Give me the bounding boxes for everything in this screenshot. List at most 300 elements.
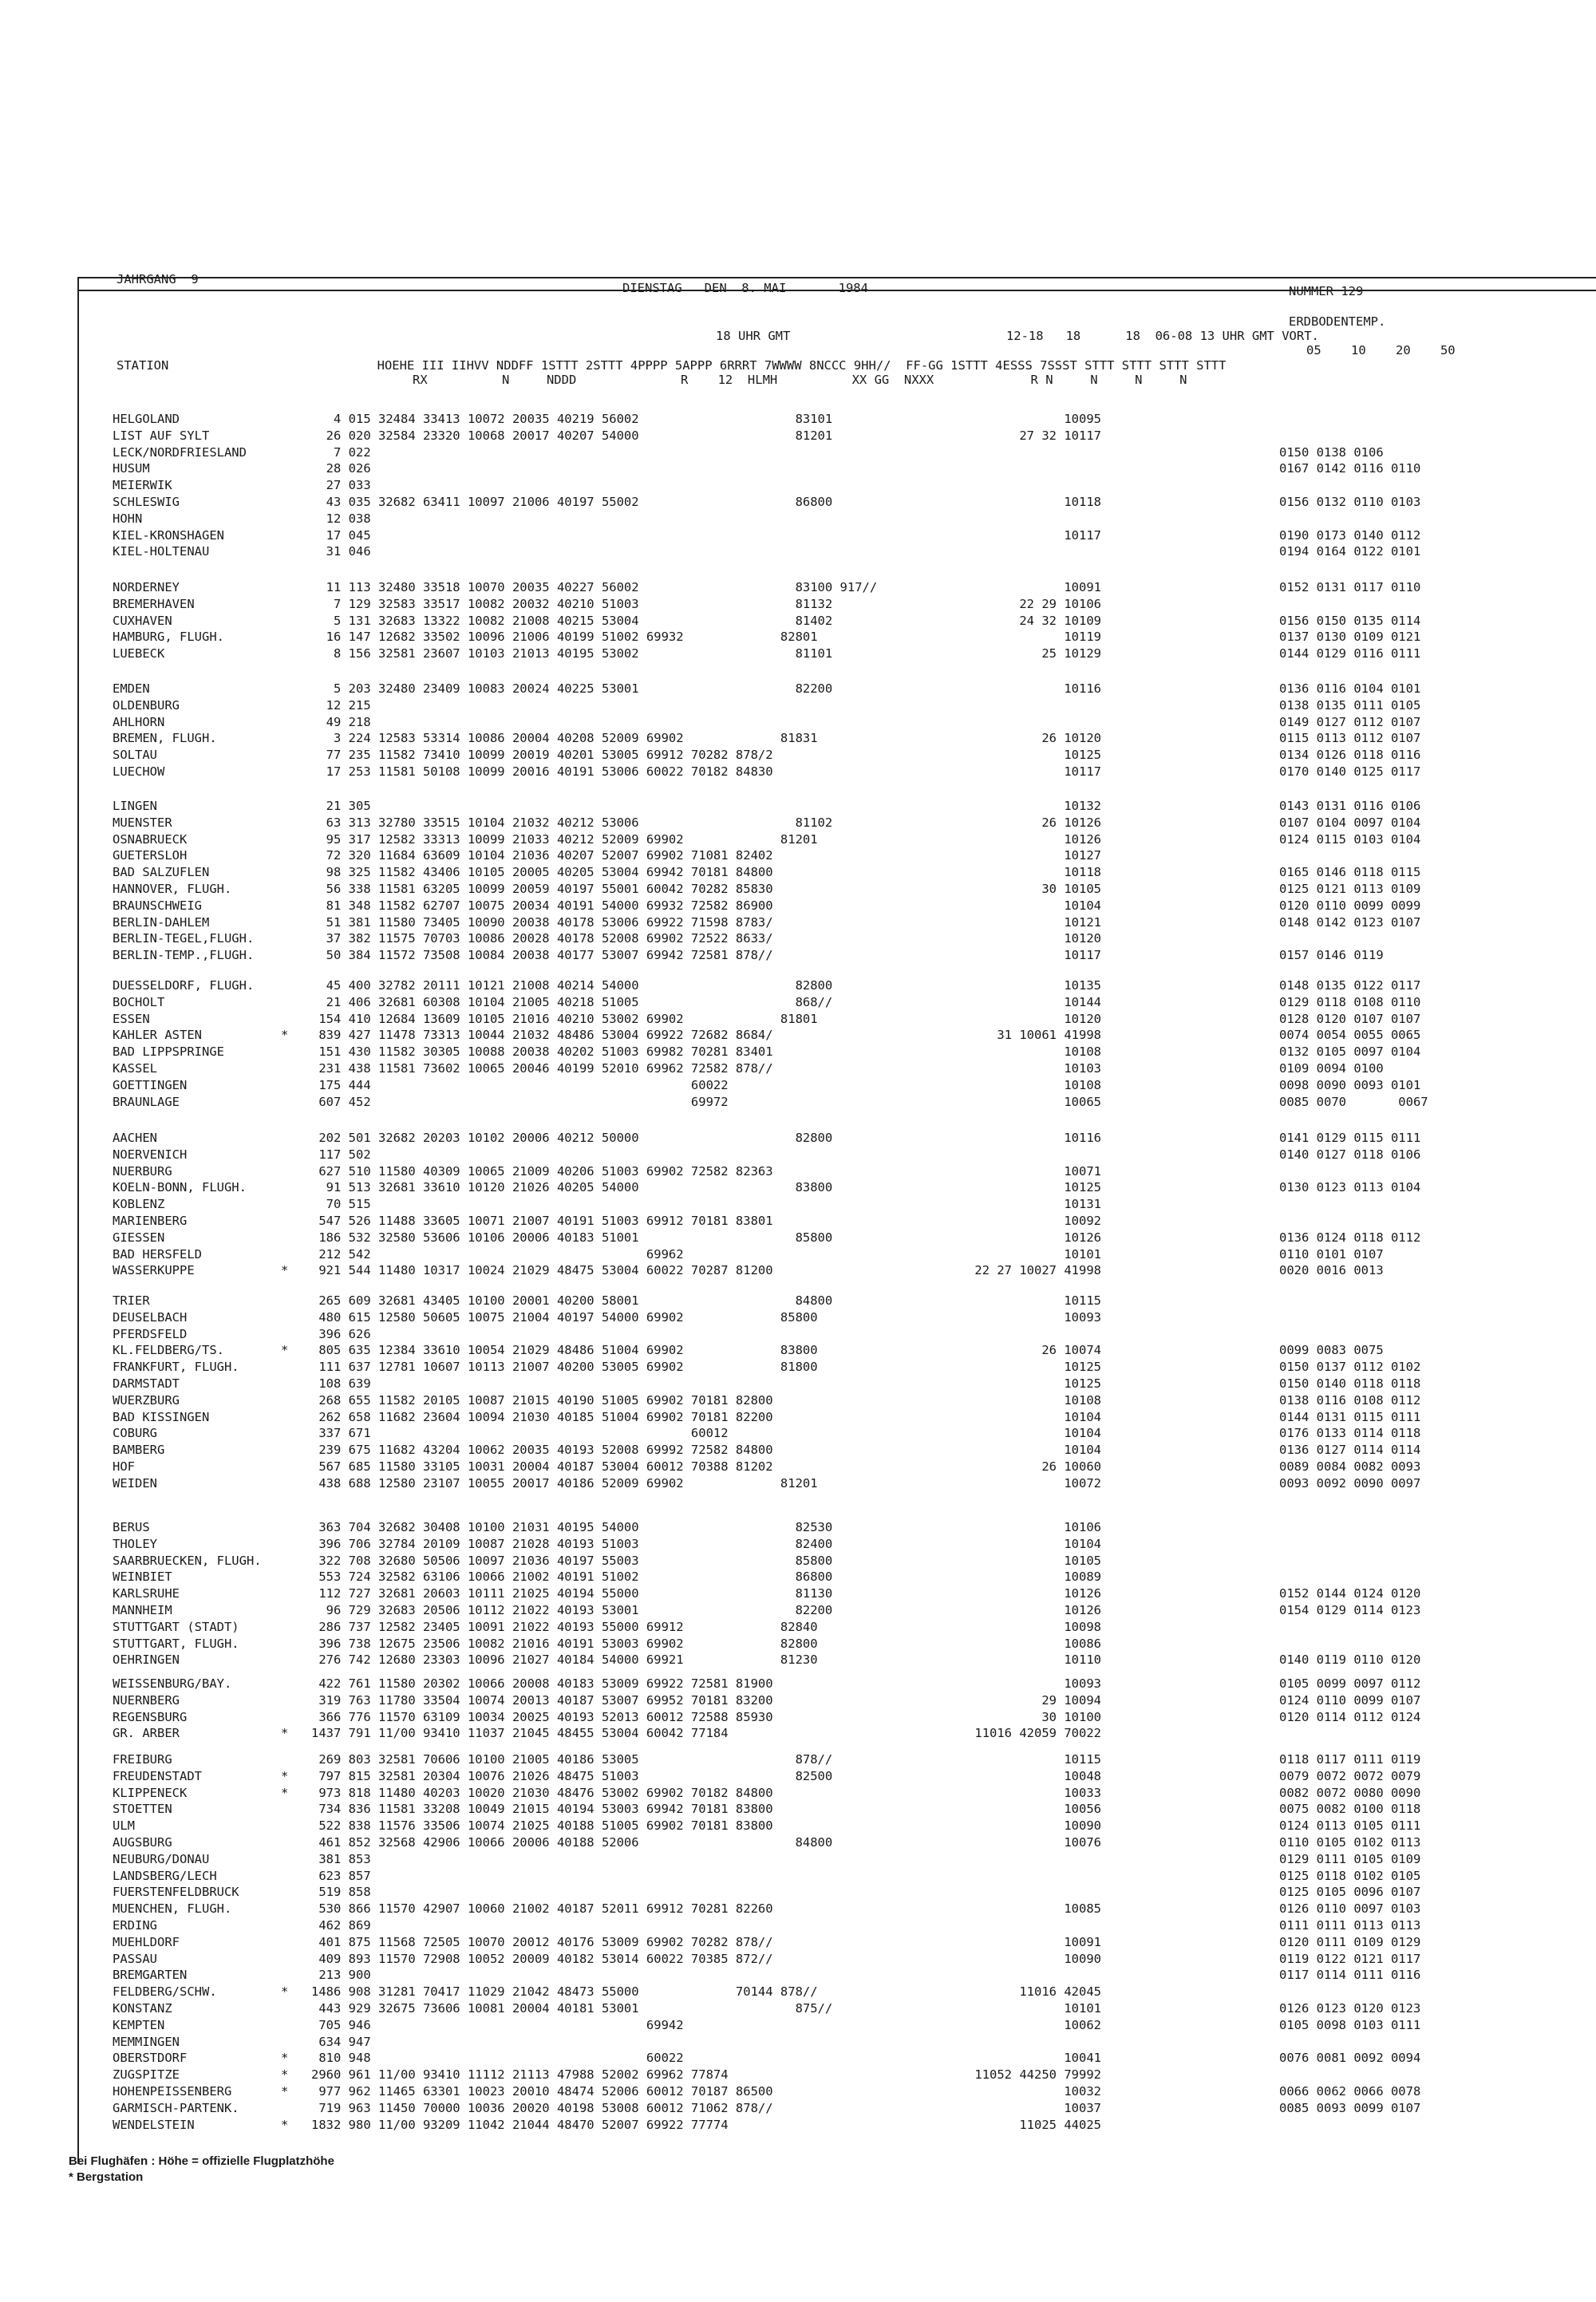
soil-temperature: 0150 0138 0106 [1279, 444, 1384, 460]
station-extra-values: 10120 [1064, 931, 1101, 946]
station-observation: 186 532 32580 53606 10106 20006 40183 51001 85800 [311, 1230, 833, 1245]
station-observation: 401 875 11568 72505 10070 20012 40176 53009 69902 70282 878// [311, 1934, 773, 1949]
station-observation: 16 147 12682 33502 10096 21006 40199 51002 69932 82801 [311, 630, 818, 645]
station-extra-values: 10041 [1064, 2051, 1101, 2066]
station-observation: 461 852 32568 42906 10066 20006 40188 52006 84800 [311, 1835, 833, 1850]
footnote-airports: Bei Flughäfen : Höhe = offizielle Flugplatzhöhe [69, 2154, 334, 2168]
station-observation: 480 615 12580 50605 10075 21004 40197 54000 69902 85800 [311, 1309, 818, 1325]
station-extra-values: 10065 [1064, 1094, 1101, 1109]
station-extra-values: 10062 [1064, 2017, 1101, 2032]
station-observation: 269 803 32581 70606 10100 21005 40186 53005 878// [311, 1752, 833, 1767]
station-extra-values: 10093 [1064, 1676, 1101, 1691]
station-extra-values: 10117 [1064, 764, 1101, 779]
station-name: MEMMINGEN [113, 2034, 180, 2049]
soil-temperature: 0115 0113 0112 0107 [1279, 731, 1421, 746]
station-extra-values: 10056 [1064, 1802, 1101, 1817]
station-name: BAMBERG [113, 1443, 165, 1458]
station-extra-values: 10108 [1064, 1077, 1101, 1092]
station-extra-values: 10072 [1064, 1475, 1101, 1491]
mountain-station-marker: * [281, 1984, 289, 2000]
station-name: HOHENPEISSENBERG [113, 2084, 232, 2099]
station-name: BREMERHAVEN [113, 596, 195, 611]
station-observation: 151 430 11582 30305 10088 20038 40202 51003 69982 70281 83401 [311, 1044, 773, 1060]
station-observation: 2960 961 11/00 93410 11112 21113 47988 52002 69962 77874 [311, 2067, 729, 2083]
soil-temperature: 0082 0072 0080 0090 [1279, 1785, 1421, 1800]
column-subcodes-row: RX N NDDD R 12 HLMH XX GG NXXX R N N N N [413, 373, 1187, 387]
soil-temp-title: ERDBODENTEMP. [1289, 314, 1386, 329]
station-name: STOETTEN [113, 1802, 172, 1817]
volume-label: JAHRGANG 9 [117, 272, 199, 286]
station-name: BERUS [113, 1520, 150, 1534]
station-observation: 530 866 11570 42907 10060 21002 40187 52011 69912 70281 82260 [311, 1901, 773, 1917]
station-extra-values: 10104 [1064, 1443, 1101, 1458]
station-observation: 462 869 [311, 1918, 371, 1933]
station-observation: 45 400 32782 20111 10121 21008 40214 54000 82800 [311, 978, 833, 993]
date-label: DIENSTAG DEN 8. MAI 1984 [622, 281, 868, 295]
station-observation: 268 655 11582 20105 10087 21015 40190 51005 69902 70181 82800 [311, 1392, 773, 1408]
station-observation: 396 738 12675 23506 10082 21016 40191 53003 69902 82800 [311, 1636, 818, 1651]
station-name: AUGSBURG [113, 1835, 172, 1850]
station-extra-values: 10091 [1064, 580, 1101, 594]
station-observation: 175 444 60022 [311, 1077, 729, 1092]
station-observation: 3 224 12583 53314 10086 20004 40208 52009 69902 81831 [311, 731, 818, 746]
station-extra-values: 10119 [1064, 630, 1101, 645]
station-name: KLIPPENECK [113, 1785, 188, 1800]
station-extra-values: 10135 [1064, 978, 1101, 993]
station-name: BAD SALZUFLEN [113, 865, 210, 880]
mountain-station-marker: * [281, 2067, 289, 2083]
station-name: MUENCHEN, FLUGH. [113, 1901, 232, 1917]
station-name: BRAUNLAGE [113, 1094, 180, 1109]
soil-temperature: 0136 0116 0104 0101 [1279, 681, 1421, 696]
station-observation: 4 015 32484 33413 10072 20035 40219 56002 83101 [311, 412, 833, 426]
station-observation: 91 513 32681 33610 10120 21026 40205 54000 83800 [311, 1180, 833, 1195]
station-name: FREIBURG [113, 1752, 172, 1767]
station-name: KL.FELDBERG/TS. [113, 1343, 224, 1358]
station-observation: 522 838 11576 33506 10074 21025 40188 51005 69902 70181 83800 [311, 1818, 773, 1834]
station-name: MUENSTER [113, 815, 172, 830]
station-observation: 21 305 [311, 799, 371, 813]
station-observation: 1486 908 31281 70417 11029 21042 48473 55000 70144 878// [311, 1984, 818, 2000]
station-name: ZUGSPITZE [113, 2067, 180, 2083]
station-name: OEHRINGEN [113, 1652, 180, 1668]
station-extra-values: 10098 [1064, 1619, 1101, 1634]
soil-temperature: 0144 0131 0115 0111 [1279, 1409, 1421, 1424]
mountain-station-marker: * [281, 1768, 289, 1783]
soil-temperature: 0140 0119 0110 0120 [1279, 1652, 1421, 1668]
station-extra-values: 11052 44250 79992 [974, 2067, 1101, 2083]
station-name: KASSEL [113, 1061, 157, 1076]
station-observation: 77 235 11582 73410 10099 20019 40201 53005 69912 70282 878/2 [311, 748, 773, 763]
station-name: PFERDSFELD [113, 1326, 188, 1341]
soil-temperature: 0190 0173 0140 0112 [1279, 527, 1421, 543]
station-extra-values: 10132 [1064, 799, 1101, 813]
station-extra-values: 10115 [1064, 1752, 1101, 1767]
station-extra-values: 10101 [1064, 2001, 1101, 2016]
station-extra-values: 25 10129 [1041, 646, 1101, 661]
soil-temperature: 0085 0093 0099 0107 [1279, 2100, 1421, 2115]
station-name: OBERSTDORF [113, 2051, 188, 2066]
soil-temperature: 0141 0129 0115 0111 [1279, 1131, 1421, 1145]
soil-temperature: 0134 0126 0118 0116 [1279, 748, 1421, 763]
station-name: MUEHLDORF [113, 1934, 180, 1949]
station-observation: 213 900 [311, 1968, 371, 1983]
station-name: GIESSEN [113, 1230, 165, 1245]
station-name: OSNABRUECK [113, 831, 188, 847]
station-observation: 839 427 11478 73313 10044 21032 48486 53004 69922 72682 8684/ [311, 1028, 773, 1043]
station-extra-values: 10104 [1064, 898, 1101, 913]
station-name: HANNOVER, FLUGH. [113, 882, 232, 896]
station-name: ERDING [113, 1918, 157, 1933]
station-extra-values: 10089 [1064, 1570, 1101, 1585]
station-name: WEISSENBURG/BAY. [113, 1676, 232, 1691]
soil-temperature: 0170 0140 0125 0117 [1279, 764, 1421, 779]
station-name: AACHEN [113, 1131, 157, 1145]
station-extra-values: 10090 [1064, 1951, 1101, 1966]
station-extra-values: 10076 [1064, 1835, 1101, 1850]
station-observation: 973 818 11480 40203 10020 21030 48476 53002 69902 70182 84800 [311, 1785, 773, 1800]
station-extra-values: 10105 [1064, 1553, 1101, 1568]
station-name: BOCHOLT [113, 994, 165, 1009]
station-extra-values: 26 10126 [1041, 815, 1101, 830]
mountain-station-marker: * [281, 1263, 289, 1278]
station-extra-values: 10110 [1064, 1652, 1101, 1668]
soil-temperature: 0110 0101 0107 [1279, 1246, 1384, 1262]
soil-temperature: 0130 0123 0113 0104 [1279, 1180, 1421, 1195]
station-extra-values: 24 32 10109 [1019, 613, 1101, 628]
station-observation: 21 406 32681 60308 10104 21005 40218 51005 868// [311, 994, 833, 1009]
station-extra-values: 10116 [1064, 1131, 1101, 1145]
station-extra-values: 26 10060 [1041, 1459, 1101, 1474]
soil-temperature: 0076 0081 0092 0094 [1279, 2051, 1421, 2066]
station-observation: 921 544 11480 10317 10024 21029 48475 53004 60022 70287 81200 [311, 1263, 773, 1278]
station-name: WEIDEN [113, 1475, 157, 1491]
soil-temperature: 0138 0116 0108 0112 [1279, 1392, 1421, 1408]
station-observation: 443 929 32675 73606 10081 20004 40181 53001 875// [311, 2001, 833, 2016]
station-name: FREUDENSTADT [113, 1768, 202, 1783]
soil-temperature: 0098 0090 0093 0101 [1279, 1077, 1421, 1092]
station-name: FUERSTENFELDBRUCK [113, 1885, 239, 1900]
station-name: STUTTGART (STADT) [113, 1619, 239, 1634]
station-name: LECK/NORDFRIESLAND [113, 444, 247, 460]
soil-temperature: 0194 0164 0122 0101 [1279, 544, 1421, 559]
station-extra-values: 10048 [1064, 1768, 1101, 1783]
station-observation: 239 675 11682 43204 10062 20035 40193 52008 69992 72582 84800 [311, 1443, 773, 1458]
station-observation: 108 639 [311, 1376, 371, 1391]
station-name: OLDENBURG [113, 697, 180, 713]
soil-temperature: 0137 0130 0109 0121 [1279, 630, 1421, 645]
station-observation: 438 688 12580 23107 10055 20017 40186 52009 69902 81201 [311, 1475, 818, 1491]
station-name: WEINBIET [113, 1570, 172, 1585]
station-name: HOHN [113, 511, 143, 526]
station-name: REGENSBURG [113, 1709, 188, 1724]
soil-temperature: 0120 0110 0099 0099 [1279, 898, 1421, 913]
station-extra-values: 10095 [1064, 412, 1101, 426]
station-name: BAD LIPPSPRINGE [113, 1044, 224, 1060]
station-name: GOETTINGEN [113, 1077, 188, 1092]
station-observation: 117 502 [311, 1147, 371, 1162]
station-name: GARMISCH-PARTENK. [113, 2100, 239, 2115]
soil-temperature: 0109 0094 0100 [1279, 1061, 1384, 1076]
station-observation: 8 156 32581 23607 10103 21013 40195 53002 81101 [311, 646, 833, 661]
soil-temperature: 0126 0123 0120 0123 [1279, 2001, 1421, 2016]
station-extra-values: 10125 [1064, 748, 1101, 763]
soil-temperature: 0117 0114 0111 0116 [1279, 1968, 1421, 1983]
station-observation: 396 626 [311, 1326, 371, 1341]
station-observation: 265 609 32681 43405 10100 20001 40200 58001 84800 [311, 1293, 833, 1308]
station-name: ESSEN [113, 1011, 150, 1026]
station-name: SOLTAU [113, 748, 157, 763]
soil-temperature: 0118 0117 0111 0119 [1279, 1752, 1421, 1767]
station-observation: 5 203 32480 23409 10083 20024 40225 53001 82200 [311, 681, 833, 696]
station-extra-values: 26 10120 [1041, 731, 1101, 746]
station-name: BRAUNSCHWEIG [113, 898, 202, 913]
station-extra-values: 10032 [1064, 2084, 1101, 2099]
soil-temperature: 0129 0111 0105 0109 [1279, 1851, 1421, 1866]
station-observation: 51 381 11580 73405 10090 20038 40178 53006 69922 71598 8783/ [311, 914, 773, 930]
station-name: BREMGARTEN [113, 1968, 188, 1983]
station-observation: 627 510 11580 40309 10065 21009 40206 51003 69902 72582 82363 [311, 1163, 773, 1179]
station-observation: 337 671 60012 [311, 1426, 729, 1441]
soil-temperature: 0154 0129 0114 0123 [1279, 1603, 1421, 1617]
station-observation: 805 635 12384 33610 10054 21029 48486 51004 69902 83800 [311, 1343, 818, 1358]
soil-temperature: 0126 0110 0097 0103 [1279, 1901, 1421, 1917]
station-name: MARIENBERG [113, 1214, 188, 1228]
station-observation: 63 313 32780 33515 10104 21032 40212 53006 81102 [311, 815, 833, 830]
station-extra-values: 10131 [1064, 1197, 1101, 1212]
station-extra-values: 27 32 10117 [1019, 428, 1101, 443]
soil-temperature: 0143 0131 0116 0106 [1279, 799, 1421, 813]
station-extra-values: 10126 [1064, 1230, 1101, 1245]
station-observation: 81 348 11582 62707 10075 20034 40191 54000 69932 72582 86900 [311, 898, 773, 913]
station-extra-values: 10108 [1064, 1044, 1101, 1060]
soil-temperature: 0107 0104 0097 0104 [1279, 815, 1421, 830]
station-name: SAARBRUECKEN, FLUGH. [113, 1553, 262, 1568]
station-name: DARMSTADT [113, 1376, 180, 1391]
station-extra-values: 10037 [1064, 2100, 1101, 2115]
station-extra-values: 10033 [1064, 1785, 1101, 1800]
column-codes-row: STATION HOEHE III IIHVV NDDFF 1STTT 2STTT 4PPPP 5APPP 6RRRT 7WWWW 8NCCC 9HH// FF-GG 1STTT 4ESSS 7SSST STTT STTT STTT STTT [117, 358, 1227, 373]
station-observation: 607 452 69972 [311, 1094, 729, 1109]
station-extra-values: 10117 [1064, 948, 1101, 963]
station-observation: 231 438 11581 73602 10065 20046 40199 52010 69962 72582 878// [311, 1061, 773, 1076]
station-extra-values: 10093 [1064, 1309, 1101, 1325]
station-observation: 70 515 [311, 1197, 371, 1212]
station-extra-values: 10104 [1064, 1426, 1101, 1441]
soil-temperature: 0020 0016 0013 [1279, 1263, 1384, 1278]
station-observation: 17 253 11581 50108 10099 20016 40191 53006 60022 70182 84830 [311, 764, 773, 779]
station-name: KONSTANZ [113, 2001, 172, 2016]
mountain-station-marker: * [281, 1726, 289, 1741]
station-name: WUERZBURG [113, 1392, 180, 1408]
soil-temperature: 0085 0070 0067 [1279, 1094, 1428, 1109]
soil-temperature: 0138 0135 0111 0105 [1279, 697, 1421, 713]
station-extra-values: 10126 [1064, 1603, 1101, 1617]
station-observation: 37 382 11575 70703 10086 20028 40178 52008 69902 72522 8633/ [311, 931, 773, 946]
soil-temperature: 0105 0099 0097 0112 [1279, 1676, 1421, 1691]
soil-temperature: 0176 0133 0114 0118 [1279, 1426, 1421, 1441]
station-observation: 28 026 [311, 461, 371, 476]
station-name: CUXHAVEN [113, 613, 172, 628]
soil-temperature: 0124 0115 0103 0104 [1279, 831, 1421, 847]
station-name: AHLHORN [113, 714, 165, 729]
station-observation: 262 658 11682 23604 10094 21030 40185 51004 69902 70181 82200 [311, 1409, 773, 1424]
soil-temperature: 0157 0146 0119 [1279, 948, 1384, 963]
station-name: NOERVENICH [113, 1147, 188, 1162]
station-name: SCHLESWIG [113, 495, 180, 509]
station-observation: 567 685 11580 33105 10031 20004 40187 53004 60012 70388 81202 [311, 1459, 773, 1474]
depth-row: 05 10 20 50 [1306, 343, 1456, 357]
station-observation: 96 729 32683 20506 10112 21022 40193 53001 82200 [311, 1603, 833, 1617]
station-observation: 634 947 [311, 2034, 371, 2049]
station-extra-values: 10071 [1064, 1163, 1101, 1179]
soil-temperature: 0167 0142 0116 0110 [1279, 461, 1421, 476]
station-observation: 111 637 12781 10607 10113 21007 40200 53005 69902 81800 [311, 1360, 818, 1375]
station-observation: 977 962 11465 63301 10023 20010 48474 52006 60012 70187 86500 [311, 2084, 773, 2099]
station-observation: 1437 791 11/00 93410 11037 21045 48455 53004 60042 77184 [311, 1726, 729, 1741]
station-observation: 154 410 12684 13609 10105 21016 40210 53002 69902 81801 [311, 1011, 818, 1026]
station-extra-values: 10115 [1064, 1293, 1101, 1308]
station-observation: 11 113 32480 33518 10070 20035 40227 56002 83100 917// [311, 580, 878, 594]
station-name: NUERNBERG [113, 1692, 180, 1708]
station-name: GR. ARBER [113, 1726, 180, 1741]
station-name: LUECHOW [113, 764, 165, 779]
soil-temperature: 0066 0062 0066 0078 [1279, 2084, 1421, 2099]
station-extra-values: 10118 [1064, 865, 1101, 880]
station-observation: 112 727 32681 20603 10111 21025 40194 55000 81130 [311, 1586, 833, 1601]
station-name: WENDELSTEIN [113, 2117, 195, 2132]
station-extra-values: 11016 42059 70022 [974, 1726, 1101, 1741]
soil-temperature: 0093 0092 0090 0097 [1279, 1475, 1421, 1491]
mountain-station-marker: * [281, 1028, 289, 1043]
mountain-station-marker: * [281, 2084, 289, 2099]
station-extra-values: 10116 [1064, 681, 1101, 696]
station-extra-values: 10125 [1064, 1360, 1101, 1375]
station-observation: 547 526 11488 33605 10071 21007 40191 51003 69912 70181 83801 [311, 1214, 773, 1228]
station-extra-values: 30 10100 [1041, 1709, 1101, 1724]
station-name: ULM [113, 1818, 135, 1834]
footnote-mountain: * Bergstation [69, 2170, 144, 2184]
station-observation: 1832 980 11/00 93209 11042 21044 48470 52007 69922 77774 [311, 2117, 729, 2132]
station-observation: 12 038 [311, 511, 371, 526]
station-name: KEMPTEN [113, 2017, 165, 2032]
station-extra-values: 26 10074 [1041, 1343, 1101, 1358]
station-extra-values: 10103 [1064, 1061, 1101, 1076]
soil-temperature: 0152 0131 0117 0110 [1279, 580, 1421, 594]
station-name: LIST AUF SYLT [113, 428, 210, 443]
soil-temperature: 0119 0122 0121 0117 [1279, 1951, 1421, 1966]
station-observation: 319 763 11780 33504 10074 20013 40187 53007 69952 70181 83200 [311, 1692, 773, 1708]
soil-temperature: 0149 0127 0112 0107 [1279, 714, 1421, 729]
soil-temperature: 0156 0150 0135 0114 [1279, 613, 1421, 628]
station-observation: 56 338 11581 63205 10099 20059 40197 55001 60042 70282 85830 [311, 882, 773, 896]
station-name: KIEL-KRONSHAGEN [113, 527, 224, 543]
station-extra-values: 10101 [1064, 1246, 1101, 1262]
station-name: LANDSBERG/LECH [113, 1868, 217, 1883]
station-name: MEIERWIK [113, 478, 172, 493]
station-observation: 409 893 11570 72908 10052 20009 40182 53014 60022 70385 872// [311, 1951, 773, 1966]
station-name: BAD HERSFELD [113, 1246, 202, 1262]
station-observation: 276 742 12680 23303 10096 21027 40184 54000 69921 81230 [311, 1652, 818, 1668]
station-observation: 381 853 [311, 1851, 371, 1866]
station-observation: 5 131 32683 13322 10082 21008 40215 53004 81402 [311, 613, 833, 628]
soil-temperature: 0105 0098 0103 0111 [1279, 2017, 1421, 2032]
soil-temperature: 0099 0083 0075 [1279, 1343, 1384, 1358]
soil-temperature: 0148 0142 0123 0107 [1279, 914, 1421, 930]
mountain-station-marker: * [281, 2117, 289, 2132]
soil-temperature: 0125 0121 0113 0109 [1279, 882, 1421, 896]
station-observation: 50 384 11572 73508 10084 20038 40177 53007 69942 72581 878// [311, 948, 773, 963]
station-extra-values: 10104 [1064, 1409, 1101, 1424]
mountain-station-marker: * [281, 2051, 289, 2066]
station-name: FELDBERG/SCHW. [113, 1984, 217, 2000]
soil-temperature: 0132 0105 0097 0104 [1279, 1044, 1421, 1060]
station-name: TRIER [113, 1293, 150, 1308]
station-extra-values: 10126 [1064, 1586, 1101, 1601]
soil-temperature: 0089 0084 0082 0093 [1279, 1459, 1421, 1474]
station-name: GUETERSLOH [113, 848, 188, 863]
station-extra-values: 10125 [1064, 1376, 1101, 1391]
soil-temperature: 0111 0111 0113 0113 [1279, 1918, 1421, 1933]
soil-temperature: 0140 0127 0118 0106 [1279, 1147, 1421, 1162]
station-observation: 7 129 32583 33517 10082 20032 40210 51003 81132 [311, 596, 833, 611]
soil-temperature: 0144 0129 0116 0111 [1279, 646, 1421, 661]
station-extra-values: 22 29 10106 [1019, 596, 1101, 611]
soil-temperature: 0120 0114 0112 0124 [1279, 1709, 1421, 1724]
station-observation: 49 218 [311, 714, 371, 729]
soil-temperature: 0125 0105 0096 0107 [1279, 1885, 1421, 1900]
station-observation: 98 325 11582 43406 10105 20005 40205 53004 69942 70181 84800 [311, 865, 773, 880]
station-extra-values: 10125 [1064, 1180, 1101, 1195]
station-name: NEUBURG/DONAU [113, 1851, 210, 1866]
station-name: EMDEN [113, 681, 150, 696]
station-name: BREMEN, FLUGH. [113, 731, 217, 746]
station-name: HELGOLAND [113, 412, 180, 426]
station-extra-values: 10144 [1064, 994, 1101, 1009]
station-name: STUTTGART, FLUGH. [113, 1636, 239, 1651]
soil-temperature: 0075 0082 0100 0118 [1279, 1802, 1421, 1817]
station-observation: 623 857 [311, 1868, 371, 1883]
mountain-station-marker: * [281, 1343, 289, 1358]
station-extra-values: 11016 42045 [1019, 1984, 1101, 2000]
station-name: KOELN-BONN, FLUGH. [113, 1180, 247, 1195]
station-name: KOBLENZ [113, 1197, 165, 1212]
station-observation: 363 704 32682 30408 10100 21031 40195 54000 82530 [311, 1520, 833, 1534]
station-observation: 705 946 69942 [311, 2017, 684, 2032]
station-extra-values: 10086 [1064, 1636, 1101, 1651]
station-extra-values: 10106 [1064, 1520, 1101, 1534]
station-name: HOF [113, 1459, 135, 1474]
station-extra-values: 10118 [1064, 495, 1101, 509]
station-extra-values: 10085 [1064, 1901, 1101, 1917]
soil-temperature: 0156 0132 0110 0103 [1279, 495, 1421, 509]
station-observation: 95 317 12582 33313 10099 21033 40212 52009 69902 81201 [311, 831, 818, 847]
station-observation: 7 022 [311, 444, 371, 460]
station-name: BERLIN-DAHLEM [113, 914, 210, 930]
soil-temperature: 0136 0124 0118 0112 [1279, 1230, 1421, 1245]
station-name: THOLEY [113, 1536, 157, 1551]
header-time-row: 18 UHR GMT 12-18 18 18 06-08 13 UHR GMT VORT. [716, 329, 1319, 343]
soil-temperature: 0136 0127 0114 0114 [1279, 1443, 1421, 1458]
station-observation: 366 776 11570 63109 10034 20025 40193 52013 60012 72588 85930 [311, 1709, 773, 1724]
station-observation: 286 737 12582 23405 10091 21022 40193 55000 69912 82840 [311, 1619, 818, 1634]
soil-temperature: 0124 0113 0105 0111 [1279, 1818, 1421, 1834]
soil-temperature: 0152 0144 0124 0120 [1279, 1586, 1421, 1601]
station-observation: 396 706 32784 20109 10087 21028 40193 51003 82400 [311, 1536, 833, 1551]
station-extra-values: 10127 [1064, 848, 1101, 863]
station-extra-values: 10126 [1064, 831, 1101, 847]
soil-temperature: 0120 0111 0109 0129 [1279, 1934, 1421, 1949]
